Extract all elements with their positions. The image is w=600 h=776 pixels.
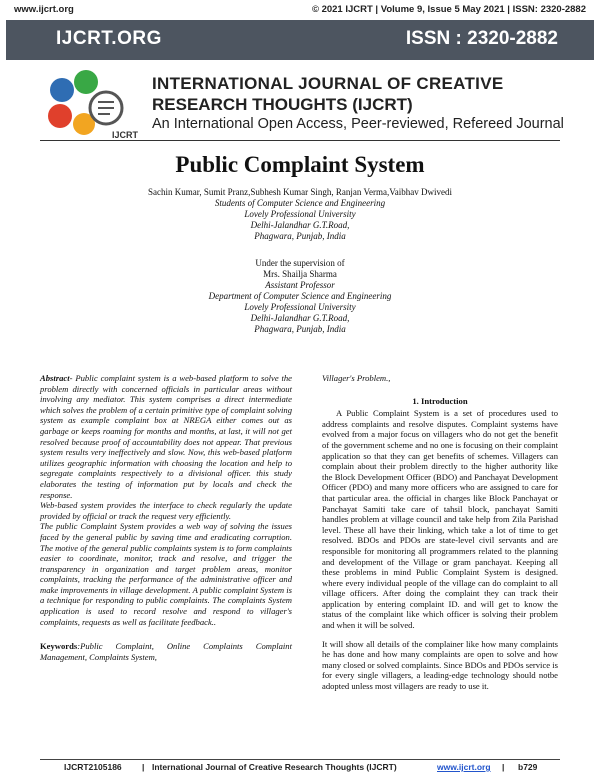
- supervisor-univ: Lovely Professional University: [244, 302, 356, 312]
- journal-subtitle: An International Open Access, Peer-reviewed, Refereed Journal: [152, 116, 564, 132]
- authors: Sachin Kumar, Sumit Pranz,Subhesh Kumar Singh, Ranjan Verma,Vaibhav Dwivedi: [148, 187, 452, 197]
- intro-p1: A Public Complaint System is a set of procedures used to address complaints and resolve disputes. Complaint systems have evolved from a major focus on villagers who do not get the benefit of the government scheme and no one is focusing on their complaint application so that they can get benefits of schemes. Villagers can complain about their problem directly to the higher authority like the Block Development Officer (BDO) and Panchayat Development Officer (PDO) and many more officers who are assigned to care for that particular area. the official in charges like Block Panchayat or Panchayat Samiti take care of tahsil block, panchayat Samiti handles problem at village council and take help from Zila Parishad level. These all have their linking, which take a lot of time to get resolved. BDOs and PDOs are state-level civil servants and are responsible for monitoring all programmers related to the planning and development of the Village or gram panchayat. Keeping all these problems in mind Public Complaint System is designed. where every individual people of the village can do complaint to all village officers. After doing the complaint they can track their application by entering complaint ID. and will get to know the status of the complaint like which officer is solving their problem and when it will be solved.: [322, 408, 558, 631]
- supervisor-city: Phagwara, Punjab, India: [254, 324, 346, 334]
- section-heading-introduction: 1. Introduction: [412, 395, 468, 406]
- supervision-label: Under the supervision of: [255, 258, 345, 268]
- abstract-column: [40, 373, 292, 662]
- citation-line: © 2021 IJCRT | Volume 9, Issue 5 May 2021 | ISSN: 2320-2882: [311, 4, 586, 15]
- keywords-label: Keywords: [40, 641, 78, 652]
- paper-title: Public Complaint System: [175, 152, 425, 177]
- affiliation-4: Phagwara, Punjab, India: [254, 231, 346, 241]
- footer-url-link[interactable]: www.ijcrt.org: [437, 762, 491, 772]
- journal-logo: [40, 66, 150, 146]
- intro-p2: It will show all details of the complainer like how many complaints he has done and how many complaints are open to solve and how many closed or solved complaints. Since BDOs and PDOs service is for every single villagers, a leading-edge technology should notbe adopted unless most villagers are ready to use it.: [322, 638, 558, 692]
- journal-banner: [6, 20, 594, 60]
- carry-over-text: Villager's Problem.,: [322, 373, 391, 383]
- supervisor-title: Assistant Professor: [265, 280, 335, 290]
- affiliation-1: Students of Computer Science and Engineering: [214, 198, 386, 208]
- banner-org: IJCRT.ORG: [56, 28, 162, 49]
- supervisor-addr: Delhi-Jalandhar G.T.Road,: [250, 313, 350, 323]
- footer-journal: International Journal of Creative Research Thoughts (IJCRT): [152, 762, 397, 772]
- footer-separator-2: |: [502, 762, 505, 772]
- header-divider: [40, 140, 560, 141]
- page-footer: [40, 759, 560, 774]
- right-column: [322, 373, 558, 692]
- supervisor-name: Mrs. Shailja Sharma: [263, 269, 337, 279]
- abstract-label: Abstract: [40, 373, 70, 383]
- affiliation-3: Delhi-Jalandhar G.T.Road,: [250, 220, 350, 230]
- logo-text: IJCRT: [112, 130, 139, 140]
- author-block: [0, 187, 600, 242]
- banner-issn: ISSN : 2320-2882: [405, 28, 558, 49]
- abstract-p2: Web-based system provides the interface to check regularly the update provided by official or track the request very efficiently.: [40, 500, 292, 521]
- journal-title-line1: INTERNATIONAL JOURNAL OF CREATIVE: [152, 74, 504, 93]
- keywords: Keywords:Public Complaint, Online Complaints Complaint Management, Complaints System,: [40, 641, 292, 662]
- abstract-p1: Abstract- Public complaint system is a web-based platform to solve the problem directly with concerned officials in particular areas without involving any mediator. This system comprises a direct intermediate which solves the problem of a certain primitive type of complaint solving system as example complaint box at NREGA either comes out as garbage or keeps roaming for months and months, at last, it will not get resolved because proof of accountability does not appear. That previous system results very ineffectively and slow. Now, this web-based platform utilizes geographic information with choosing the location and help to segregate complaints respectively to a divisional officer. this study elaborates the testing of information put by locals and check the response.: [40, 373, 292, 500]
- journal-title-line2: RESEARCH THOUGHTS (IJCRT): [152, 95, 413, 114]
- abstract-p3: The public Complaint System provides a web way of solving the issues faced by the general public by saving time and eradicating corruption. The motive of the general public complaints system is to form complaints easier to coordinate, monitor, track and resolve, and trigger the transparency in organization and target problem areas, monitor complaints, tracking the performance of the administrative officer and make improvements in village development. A public complaint System is a technique for responding to public complaints. The complaints System application is used to record resolve and respond to villager's complaints, requests as well as facilitate feedback..: [40, 521, 292, 627]
- page-header: [0, 0, 600, 18]
- footer-separator-1: |: [142, 762, 145, 772]
- supervisor-dept: Department of Computer Science and Engineering: [208, 291, 392, 301]
- footer-page-number: b729: [518, 762, 538, 772]
- site-url[interactable]: www.ijcrt.org: [14, 4, 74, 15]
- affiliation-2: Lovely Professional University: [244, 209, 356, 219]
- footer-paper-id: IJCRT2105186: [64, 762, 122, 772]
- supervisor-block: [0, 258, 600, 335]
